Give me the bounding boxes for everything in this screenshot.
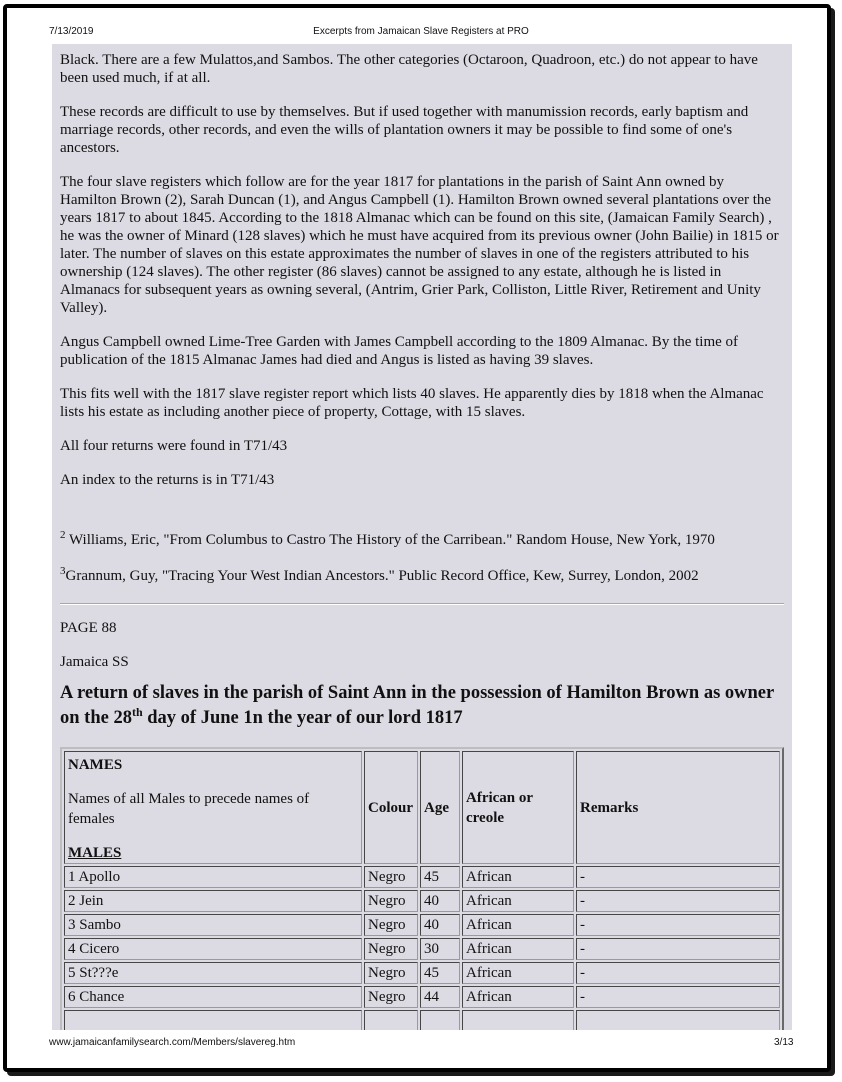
document-body bbox=[52, 44, 792, 1030]
paragraph: This fits well with the 1817 slave register report which lists 40 slaves. He apparently dies by 1818 when the Almanac lists his estate as including another piece of property, Cottage, with 15 slaves. bbox=[60, 386, 764, 420]
colour-cell bbox=[364, 1010, 418, 1030]
return-title-part1: A return of slaves in the parish of Saint Ann in the possession of Hamilton Brown as owner on the 28 bbox=[60, 683, 774, 728]
age-cell: 45 bbox=[420, 866, 460, 888]
males-label: MALES bbox=[68, 845, 122, 861]
age-cell: 30 bbox=[420, 938, 460, 960]
footnote-number: 3 bbox=[60, 565, 66, 577]
origin-cell: African bbox=[462, 962, 574, 984]
footnote-text: Williams, Eric, "From Columbus to Castro The History of the Carribean." Random House, New York, 1970 bbox=[65, 532, 715, 548]
table-row bbox=[64, 938, 780, 960]
remarks-header: Remarks bbox=[576, 751, 780, 864]
remarks-cell: - bbox=[576, 866, 780, 888]
footnote-number: 2 bbox=[60, 529, 66, 541]
print-title: Excerpts from Jamaican Slave Registers at PRO bbox=[313, 26, 529, 37]
return-title bbox=[60, 681, 784, 731]
names-note: Names of all Males to precede names of females bbox=[68, 791, 310, 827]
origin-cell bbox=[462, 1010, 574, 1030]
table-row bbox=[64, 890, 780, 912]
name-cell: 4 Cicero bbox=[64, 938, 362, 960]
age-cell: 40 bbox=[420, 890, 460, 912]
paragraph: All four returns were found in T71/43 bbox=[60, 438, 288, 454]
origin-cell: African bbox=[462, 914, 574, 936]
colour-cell: Negro bbox=[364, 914, 418, 936]
age-cell: 44 bbox=[420, 986, 460, 1008]
remarks-cell: - bbox=[576, 986, 780, 1008]
colour-header: Colour bbox=[364, 751, 418, 864]
origin-cell: African bbox=[462, 890, 574, 912]
return-title-sup: th bbox=[131, 704, 143, 719]
names-header: NAMES bbox=[68, 757, 123, 773]
names-header-cell bbox=[64, 751, 362, 864]
remarks-cell: - bbox=[576, 962, 780, 984]
remarks-cell: - bbox=[576, 890, 780, 912]
name-cell bbox=[64, 1010, 362, 1030]
age-header: Age bbox=[420, 751, 460, 864]
table-row bbox=[64, 1010, 780, 1030]
page-label: PAGE 88 bbox=[60, 620, 117, 636]
footnote-2 bbox=[60, 531, 784, 549]
colour-cell: Negro bbox=[364, 938, 418, 960]
colour-cell: Negro bbox=[364, 986, 418, 1008]
origin-cell: African bbox=[462, 938, 574, 960]
footnote-text: Grannum, Guy, "Tracing Your West Indian Ancestors." Public Record Office, Kew, Surrey, London, 2002 bbox=[65, 568, 699, 584]
paragraph: The four slave registers which follow are for the year 1817 for plantations in the parish of Saint Ann owned by Hamilton Brown (2), Sarah Duncan (1), and Angus Campbell (1). Hamilton Brown owned several plantations over the years 1817 to about 1845. According to the 1818 Almanac which can be found on this site, (Jamaican Family Search) , he was the owner of Minard (128 slaves) which he must have acquired from its previous owner (John Bailie) in 1815 or later. The number of slaves on this estate approximates the number of slaves in one of the registers attributed to his ownership (124 slaves). The other register (86 slaves) cannot be assigned to any estate, although he is listed in Almanacs for subsequent years as owning several, (Antrim, Grier Park, Colliston, Little River, Retirement and Unity Valley). bbox=[60, 174, 779, 316]
colour-cell: Negro bbox=[364, 890, 418, 912]
footnote-3 bbox=[60, 567, 784, 585]
print-date: 7/13/2019 bbox=[49, 26, 94, 37]
origin-header: African or creole bbox=[462, 751, 574, 864]
name-cell: 1 Apollo bbox=[64, 866, 362, 888]
table-header-row bbox=[64, 751, 780, 864]
remarks-cell: - bbox=[576, 938, 780, 960]
origin-cell: African bbox=[462, 866, 574, 888]
print-url: www.jamaicanfamilysearch.com/Members/slavereg.htm bbox=[49, 1037, 296, 1048]
table-row bbox=[64, 914, 780, 936]
table-row bbox=[64, 962, 780, 984]
name-cell: 5 St???e bbox=[64, 962, 362, 984]
paragraph: Black. There are a few Mulattos,and Sambos. The other categories (Octaroon, Quadroon, etc.) do not appear to have been used much, if at all. bbox=[60, 52, 758, 86]
name-cell: 3 Sambo bbox=[64, 914, 362, 936]
slave-register-table bbox=[60, 747, 784, 1030]
age-cell bbox=[420, 1010, 460, 1030]
paragraph: Angus Campbell owned Lime-Tree Garden with James Campbell according to the 1809 Almanac. By the time of publication of the 1815 Almanac James had died and Angus is listed as having 39 slaves. bbox=[60, 334, 739, 368]
paragraph: These records are difficult to use by themselves. But if used together with manumission records, early baptism and marriage records, other records, and even the wills of plantation owners it may be possible to find some of one's ancestors. bbox=[60, 104, 749, 156]
divider bbox=[60, 603, 784, 605]
colour-cell: Negro bbox=[364, 962, 418, 984]
origin-cell: African bbox=[462, 986, 574, 1008]
colour-cell: Negro bbox=[364, 866, 418, 888]
name-cell: 2 Jein bbox=[64, 890, 362, 912]
return-title-part2: day of June 1n the year of our lord 1817 bbox=[142, 708, 463, 728]
age-cell: 45 bbox=[420, 962, 460, 984]
print-page-number: 3/13 bbox=[774, 1037, 794, 1048]
age-cell: 40 bbox=[420, 914, 460, 936]
table-row bbox=[64, 866, 780, 888]
remarks-cell: - bbox=[576, 914, 780, 936]
paragraph: An index to the returns is in T71/43 bbox=[60, 472, 275, 488]
jamaica-label: Jamaica SS bbox=[60, 654, 129, 670]
table-row bbox=[64, 986, 780, 1008]
remarks-cell bbox=[576, 1010, 780, 1030]
name-cell: 6 Chance bbox=[64, 986, 362, 1008]
